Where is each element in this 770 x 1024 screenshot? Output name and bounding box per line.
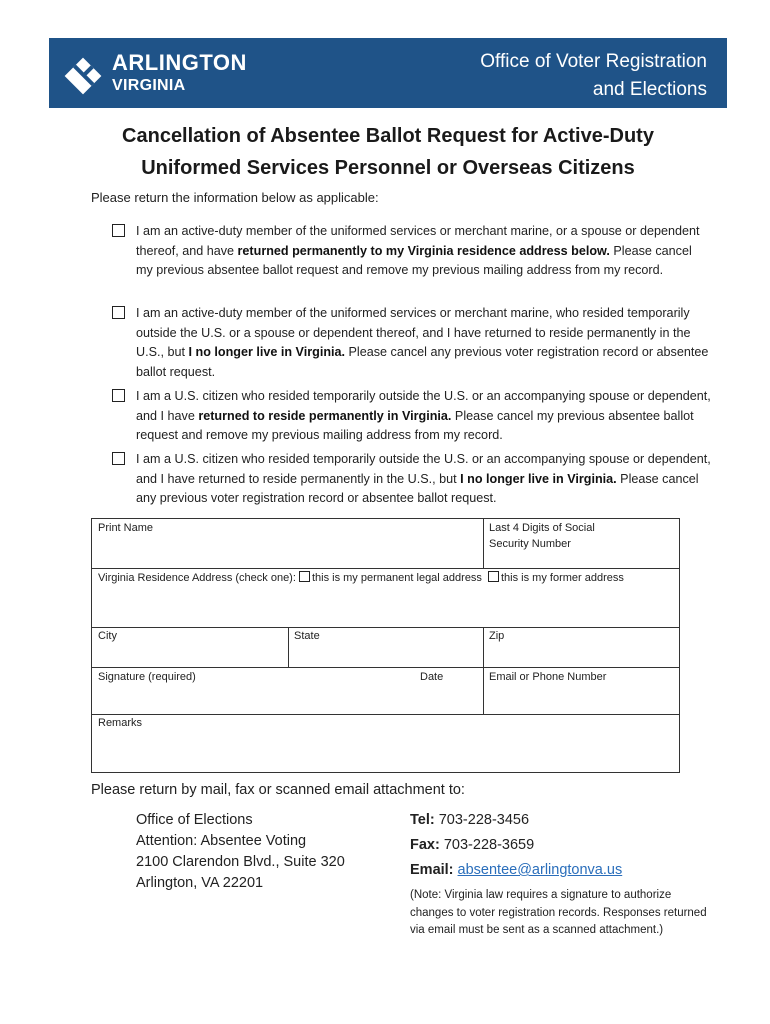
address-line-4: Arlington, VA 22201 bbox=[136, 875, 264, 891]
option-3-text: I am a U.S. citizen who resided temporarily outside the U.S. or an accompanying spouse or dependent, and I have returned to reside permanently in Virginia. Please cancel my previous absentee ballot request and remove my previous mailing address from my record. bbox=[136, 389, 711, 442]
residence-address-field[interactable] bbox=[92, 587, 680, 626]
logo-text-virginia: VIRGINIA bbox=[112, 77, 186, 94]
option-1-text: I am an active-duty member of the uniformed services or merchant marine, or a spouse or dependent thereof, and have returned permanently to my Virginia residence address below. Please cancel my previous absentee ballot request and remove my previous mailing address from my record. bbox=[136, 224, 700, 277]
option-4 bbox=[112, 450, 712, 509]
tel-row bbox=[410, 810, 710, 835]
permanent-address-option: this is my permanent legal address bbox=[311, 572, 482, 584]
former-address-checkbox[interactable] bbox=[488, 571, 499, 582]
arlington-logo-icon bbox=[61, 54, 105, 98]
residence-address-label bbox=[98, 570, 624, 586]
option-2 bbox=[112, 304, 712, 382]
option-2-text: I am an active-duty member of the uniformed services or merchant marine, who resided temporarily outside the U.S. or a spouse or dependent thereof, and I have returned to reside permanently in the U.S., but I no longer live in Virginia. Please cancel any previous voter registration record or absentee ballot request. bbox=[136, 306, 709, 379]
logo-text-arlington: ARLINGTON bbox=[112, 50, 247, 75]
contact-info bbox=[410, 810, 710, 940]
zip-label: Zip bbox=[489, 630, 505, 642]
option-4-text: I am a U.S. citizen who resided temporarily outside the U.S. or an accompanying spouse or dependent, and I have returned to reside permanently in the U.S., but I no longer live in Virginia. Please cancel any previous voter registration record or absentee ballot request. bbox=[136, 452, 711, 505]
remarks-field[interactable] bbox=[92, 715, 680, 772]
option-2-checkbox[interactable] bbox=[112, 306, 125, 319]
fax-row bbox=[410, 835, 710, 860]
option-3 bbox=[112, 387, 712, 446]
print-name-field[interactable] bbox=[92, 519, 483, 567]
former-address-option: this is my former address bbox=[501, 572, 624, 584]
city-label: City bbox=[98, 630, 117, 642]
document-title bbox=[49, 120, 727, 184]
remarks-label: Remarks bbox=[98, 717, 143, 729]
fax-label: Fax: bbox=[410, 837, 440, 853]
option-3-checkbox[interactable] bbox=[112, 389, 125, 402]
fax-value: 703-228-3659 bbox=[443, 837, 535, 853]
office-title bbox=[407, 48, 707, 104]
state-field[interactable] bbox=[289, 628, 483, 667]
title-line2: Uniformed Services Personnel or Overseas Citizens bbox=[141, 157, 635, 179]
intro-text: Please return the information below as applicable: bbox=[91, 190, 379, 205]
ssn-field[interactable] bbox=[484, 519, 680, 567]
signature-label: Signature (required) bbox=[98, 671, 196, 683]
email-link[interactable]: absentee@arlingtonva.us bbox=[457, 862, 623, 878]
email-phone-label: Email or Phone Number bbox=[489, 671, 607, 683]
residence-address-text: Virginia Residence Address (check one): bbox=[98, 572, 296, 584]
date-field[interactable] bbox=[414, 668, 483, 714]
signature-field[interactable] bbox=[92, 668, 412, 714]
header-banner bbox=[49, 38, 727, 108]
address-line-3: 2100 Clarendon Blvd., Suite 320 bbox=[136, 854, 345, 870]
address-line-1: Office of Elections bbox=[136, 812, 253, 828]
permanent-address-checkbox[interactable] bbox=[299, 571, 310, 582]
state-label: State bbox=[294, 630, 320, 642]
tel-label: Tel: bbox=[410, 812, 435, 828]
address-line-2: Attention: Absentee Voting bbox=[136, 833, 307, 849]
office-title-line2: and Elections bbox=[592, 79, 707, 100]
email-row bbox=[410, 860, 710, 885]
date-label: Date bbox=[420, 671, 444, 683]
return-heading: Please return by mail, fax or scanned email attachment to: bbox=[91, 782, 465, 798]
print-name-label: Print Name bbox=[98, 522, 154, 534]
option-1-checkbox[interactable] bbox=[112, 224, 125, 237]
mailing-address bbox=[136, 810, 345, 894]
email-phone-field[interactable] bbox=[484, 668, 680, 714]
option-1 bbox=[112, 222, 712, 281]
zip-field[interactable] bbox=[484, 628, 680, 667]
ssn-label-line2: Security Number bbox=[489, 538, 571, 550]
voter-info-form bbox=[91, 518, 680, 773]
email-label: Email: bbox=[410, 862, 454, 878]
office-title-line1: Office of Voter Registration bbox=[480, 51, 707, 72]
city-field[interactable] bbox=[92, 628, 288, 667]
ssn-label-line1: Last 4 Digits of Social bbox=[489, 522, 595, 534]
title-line1: Cancellation of Absentee Ballot Request for Active-Duty bbox=[122, 125, 654, 147]
signature-note: (Note: Virginia law requires a signature to authorize changes to voter registration records. Responses returned via email must be sent as a scanned attachment.) bbox=[410, 889, 707, 936]
tel-value: 703-228-3456 bbox=[438, 812, 530, 828]
option-4-checkbox[interactable] bbox=[112, 452, 125, 465]
